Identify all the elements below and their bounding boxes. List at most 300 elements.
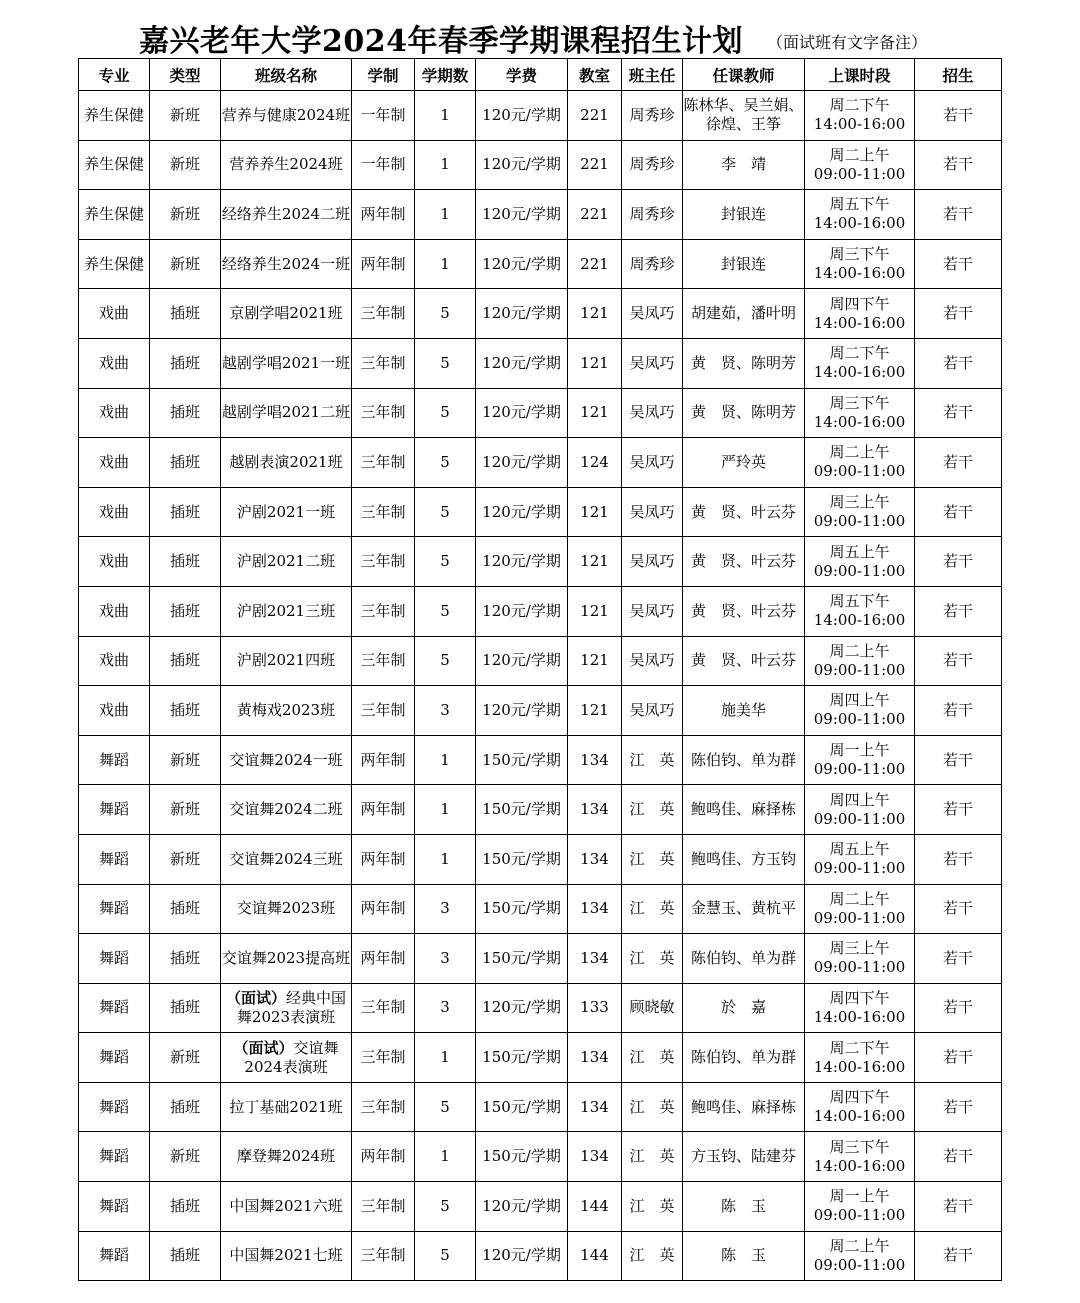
cell-type: 插班 [150, 537, 221, 587]
cell-room: 124 [568, 438, 622, 488]
cell-teachers: 陈伯钧、单为群 [683, 1033, 805, 1083]
col-header-type: 类型 [150, 59, 221, 91]
cell-major: 戏曲 [79, 338, 150, 388]
cell-class-name [221, 289, 352, 339]
cell-time [805, 934, 915, 984]
cell-terms: 1 [415, 239, 476, 289]
cell-major: 舞蹈 [79, 1231, 150, 1281]
table-row [79, 785, 1002, 835]
cell-time [805, 289, 915, 339]
time-day: 周三上午 [829, 939, 890, 958]
time-day: 周二上午 [829, 641, 890, 660]
cell-major: 养生保健 [79, 190, 150, 240]
table-row [79, 388, 1002, 438]
cell-type: 插班 [150, 289, 221, 339]
cell-time [805, 537, 915, 587]
table-row [79, 239, 1002, 289]
cell-terms: 5 [415, 1231, 476, 1281]
cell-enroll: 若干 [915, 636, 1002, 686]
time-range: 14:00-16:00 [813, 313, 906, 332]
cell-time [805, 586, 915, 636]
cell-terms: 5 [415, 636, 476, 686]
cell-teachers: 黄 贤、叶云芬 [683, 586, 805, 636]
cell-head-teacher: 江 英 [622, 834, 683, 884]
cell-type: 插班 [150, 686, 221, 736]
cell-terms: 5 [415, 537, 476, 587]
time-day: 周五上午 [829, 542, 890, 561]
cell-room: 144 [568, 1231, 622, 1281]
cell-major: 舞蹈 [79, 785, 150, 835]
cell-class-name [221, 1132, 352, 1182]
cell-room: 121 [568, 388, 622, 438]
cell-room: 221 [568, 91, 622, 141]
class-name-text: 沪剧2021四班 [236, 651, 336, 670]
cell-time [805, 487, 915, 537]
cell-head-teacher: 江 英 [622, 1082, 683, 1132]
cell-teachers: 陈 玉 [683, 1182, 805, 1232]
cell-terms: 3 [415, 934, 476, 984]
cell-time [805, 686, 915, 736]
cell-enroll: 若干 [915, 140, 1002, 190]
interview-tag: （面试） [225, 988, 286, 1007]
cell-enroll: 若干 [915, 388, 1002, 438]
cell-fee: 120元/学期 [476, 983, 568, 1033]
cell-fee: 150元/学期 [476, 934, 568, 984]
time-range: 09:00-11:00 [813, 512, 906, 531]
col-header-teachers: 任课教师 [683, 59, 805, 91]
cell-fee: 120元/学期 [476, 91, 568, 141]
cell-teachers: 鲍鸣佳、麻择栋 [683, 785, 805, 835]
interview-tag: （面试） [233, 1038, 294, 1057]
cell-system: 三年制 [352, 1082, 415, 1132]
table-row [79, 586, 1002, 636]
cell-system: 三年制 [352, 438, 415, 488]
time-range: 14:00-16:00 [813, 611, 906, 630]
class-name-text: 黄梅戏2023班 [236, 700, 336, 719]
cell-major: 养生保健 [79, 91, 150, 141]
cell-time [805, 91, 915, 141]
cell-fee: 120元/学期 [476, 190, 568, 240]
cell-class-name [221, 537, 352, 587]
time-range: 14:00-16:00 [813, 363, 906, 382]
cell-terms: 1 [415, 190, 476, 240]
cell-room: 144 [568, 1182, 622, 1232]
cell-room: 134 [568, 884, 622, 934]
cell-terms: 5 [415, 388, 476, 438]
table-body [79, 91, 1002, 1281]
cell-enroll: 若干 [915, 834, 1002, 884]
table-row [79, 686, 1002, 736]
cell-terms: 5 [415, 1082, 476, 1132]
cell-class-name [221, 91, 352, 141]
cell-head-teacher: 吴凤巧 [622, 586, 683, 636]
cell-type: 新班 [150, 834, 221, 884]
cell-teachers: 方玉钧、陆建芬 [683, 1132, 805, 1182]
class-name-text: 交谊舞2023提高班 [221, 948, 351, 967]
cell-terms: 5 [415, 438, 476, 488]
cell-fee: 150元/学期 [476, 884, 568, 934]
cell-system: 两年制 [352, 239, 415, 289]
cell-major: 养生保健 [79, 140, 150, 190]
cell-terms: 5 [415, 1182, 476, 1232]
cell-fee: 150元/学期 [476, 735, 568, 785]
cell-head-teacher: 周秀珍 [622, 140, 683, 190]
class-name-text: 经络养生2024一班 [221, 254, 351, 273]
cell-enroll: 若干 [915, 884, 1002, 934]
cell-class-name [221, 438, 352, 488]
cell-system: 一年制 [352, 91, 415, 141]
table-row [79, 1132, 1002, 1182]
cell-teachers: 封银连 [683, 190, 805, 240]
cell-system: 三年制 [352, 586, 415, 636]
table-row [79, 91, 1002, 141]
cell-time [805, 884, 915, 934]
cell-class-name [221, 140, 352, 190]
cell-head-teacher: 江 英 [622, 934, 683, 984]
cell-time [805, 1231, 915, 1281]
cell-terms: 1 [415, 91, 476, 141]
cell-enroll: 若干 [915, 438, 1002, 488]
cell-fee: 120元/学期 [476, 636, 568, 686]
time-day: 周二下午 [829, 1038, 890, 1057]
cell-class-name [221, 1082, 352, 1132]
cell-time [805, 1033, 915, 1083]
cell-terms: 3 [415, 884, 476, 934]
cell-room: 133 [568, 983, 622, 1033]
cell-class-name [221, 884, 352, 934]
table-row [79, 190, 1002, 240]
class-name-text: 越剧学唱2021二班 [221, 403, 351, 422]
header-row [79, 59, 1002, 91]
cell-type: 新班 [150, 785, 221, 835]
cell-enroll: 若干 [915, 1082, 1002, 1132]
cell-class-name [221, 934, 352, 984]
cell-head-teacher: 吴凤巧 [622, 686, 683, 736]
cell-time [805, 1132, 915, 1182]
cell-class-name [221, 388, 352, 438]
cell-head-teacher: 吴凤巧 [622, 487, 683, 537]
cell-head-teacher: 周秀珍 [622, 239, 683, 289]
cell-class-name [221, 586, 352, 636]
cell-head-teacher: 江 英 [622, 884, 683, 934]
table-row [79, 834, 1002, 884]
cell-enroll: 若干 [915, 338, 1002, 388]
cell-system: 三年制 [352, 338, 415, 388]
cell-fee: 150元/学期 [476, 1033, 568, 1083]
cell-class-name [221, 983, 352, 1033]
cell-terms: 1 [415, 1132, 476, 1182]
cell-fee: 150元/学期 [476, 1132, 568, 1182]
cell-teachers: 陈林华、吴兰娟、徐煌、王筝 [683, 91, 805, 141]
cell-major: 戏曲 [79, 487, 150, 537]
cell-head-teacher: 吴凤巧 [622, 438, 683, 488]
class-name-text: 越剧表演2021班 [229, 452, 343, 471]
cell-head-teacher: 吴凤巧 [622, 636, 683, 686]
cell-major: 戏曲 [79, 586, 150, 636]
time-range: 14:00-16:00 [813, 115, 906, 134]
cell-teachers: 鲍鸣佳、方玉钧 [683, 834, 805, 884]
cell-system: 三年制 [352, 537, 415, 587]
class-name-text: 摩登舞2024班 [236, 1147, 336, 1166]
class-name-text: 交谊舞2024表演班 [244, 1038, 339, 1076]
time-day: 周二上午 [829, 443, 890, 462]
cell-major: 养生保健 [79, 239, 150, 289]
time-range: 09:00-11:00 [813, 958, 906, 977]
cell-head-teacher: 江 英 [622, 1231, 683, 1281]
cell-fee: 120元/学期 [476, 289, 568, 339]
time-range: 14:00-16:00 [813, 1107, 906, 1126]
cell-type: 插班 [150, 1182, 221, 1232]
class-name-text: 营养养生2024班 [229, 155, 343, 174]
cell-teachers: 李 靖 [683, 140, 805, 190]
table-row [79, 537, 1002, 587]
cell-major: 舞蹈 [79, 1182, 150, 1232]
cell-type: 插班 [150, 586, 221, 636]
cell-major: 舞蹈 [79, 934, 150, 984]
table-row [79, 1033, 1002, 1083]
time-day: 周五上午 [829, 840, 890, 859]
time-day: 周一上午 [829, 1187, 890, 1206]
cell-enroll: 若干 [915, 487, 1002, 537]
cell-system: 三年制 [352, 686, 415, 736]
cell-head-teacher: 江 英 [622, 1132, 683, 1182]
cell-fee: 150元/学期 [476, 1082, 568, 1132]
col-header-head-teacher: 班主任 [622, 59, 683, 91]
cell-head-teacher: 江 英 [622, 1182, 683, 1232]
table-row [79, 884, 1002, 934]
cell-system: 两年制 [352, 884, 415, 934]
cell-type: 插班 [150, 388, 221, 438]
cell-room: 121 [568, 636, 622, 686]
time-day: 周三下午 [829, 1137, 890, 1156]
cell-teachers: 黄 贤、叶云芬 [683, 636, 805, 686]
cell-system: 两年制 [352, 834, 415, 884]
table-row [79, 438, 1002, 488]
cell-teachers: 黄 贤、陈明芳 [683, 338, 805, 388]
cell-room: 134 [568, 735, 622, 785]
cell-class-name [221, 487, 352, 537]
cell-time [805, 338, 915, 388]
cell-system: 三年制 [352, 289, 415, 339]
cell-fee: 120元/学期 [476, 1182, 568, 1232]
cell-time [805, 239, 915, 289]
time-range: 09:00-11:00 [813, 1255, 906, 1274]
col-header-system: 学制 [352, 59, 415, 91]
cell-major: 舞蹈 [79, 1082, 150, 1132]
col-header-time: 上课时段 [805, 59, 915, 91]
cell-type: 插班 [150, 884, 221, 934]
table-row [79, 140, 1002, 190]
cell-head-teacher: 周秀珍 [622, 91, 683, 141]
cell-terms: 1 [415, 834, 476, 884]
cell-teachers: 黄 贤、陈明芳 [683, 388, 805, 438]
col-header-class: 班级名称 [221, 59, 352, 91]
cell-type: 插班 [150, 487, 221, 537]
cell-teachers: 封银连 [683, 239, 805, 289]
time-range: 09:00-11:00 [813, 462, 906, 481]
cell-enroll: 若干 [915, 983, 1002, 1033]
cell-head-teacher: 周秀珍 [622, 190, 683, 240]
cell-major: 戏曲 [79, 388, 150, 438]
time-day: 周四下午 [829, 294, 890, 313]
time-range: 14:00-16:00 [813, 214, 906, 233]
cell-enroll: 若干 [915, 735, 1002, 785]
cell-class-name [221, 1231, 352, 1281]
class-name-text: 交谊舞2024二班 [229, 800, 343, 819]
cell-major: 舞蹈 [79, 735, 150, 785]
cell-system: 三年制 [352, 487, 415, 537]
table-row [79, 735, 1002, 785]
class-name-text: 中国舞2021七班 [229, 1246, 343, 1265]
cell-class-name [221, 735, 352, 785]
col-header-room: 教室 [568, 59, 622, 91]
time-range: 09:00-11:00 [813, 908, 906, 927]
cell-teachers: 鲍鸣佳、麻择栋 [683, 1082, 805, 1132]
cell-enroll: 若干 [915, 537, 1002, 587]
cell-type: 新班 [150, 190, 221, 240]
class-name-text: 经典中国舞2023表演班 [236, 988, 347, 1026]
cell-system: 两年制 [352, 735, 415, 785]
cell-head-teacher: 江 英 [622, 785, 683, 835]
cell-type: 新班 [150, 91, 221, 141]
col-header-terms: 学期数 [415, 59, 476, 91]
cell-time [805, 1082, 915, 1132]
class-name-text: 交谊舞2024三班 [229, 849, 343, 868]
table-row [79, 934, 1002, 984]
cell-type: 插班 [150, 1231, 221, 1281]
cell-class-name [221, 636, 352, 686]
cell-type: 新班 [150, 735, 221, 785]
cell-fee: 120元/学期 [476, 438, 568, 488]
cell-time [805, 438, 915, 488]
cell-teachers: 胡建茹，潘叶明 [683, 289, 805, 339]
cell-time [805, 636, 915, 686]
cell-system: 两年制 [352, 1132, 415, 1182]
time-day: 周二下午 [829, 96, 890, 115]
cell-teachers: 陈 玉 [683, 1231, 805, 1281]
cell-terms: 1 [415, 140, 476, 190]
cell-teachers: 金慧玉、黄杭平 [683, 884, 805, 934]
cell-system: 一年制 [352, 140, 415, 190]
time-day: 周四下午 [829, 988, 890, 1007]
time-day: 周二上午 [829, 889, 890, 908]
cell-teachers: 严玲英 [683, 438, 805, 488]
table-row [79, 636, 1002, 686]
cell-time [805, 834, 915, 884]
cell-system: 三年制 [352, 1182, 415, 1232]
cell-major: 戏曲 [79, 289, 150, 339]
cell-terms: 1 [415, 1033, 476, 1083]
time-day: 周四下午 [829, 1088, 890, 1107]
cell-system: 两年制 [352, 190, 415, 240]
cell-system: 三年制 [352, 1033, 415, 1083]
cell-class-name [221, 1182, 352, 1232]
cell-head-teacher: 顾晓敏 [622, 983, 683, 1033]
cell-major: 戏曲 [79, 636, 150, 686]
time-day: 周二上午 [829, 1236, 890, 1255]
cell-fee: 150元/学期 [476, 785, 568, 835]
cell-room: 221 [568, 239, 622, 289]
cell-terms: 5 [415, 487, 476, 537]
cell-fee: 120元/学期 [476, 487, 568, 537]
class-name-text: 经络养生2024二班 [221, 204, 351, 223]
cell-class-name [221, 1033, 352, 1083]
cell-major: 舞蹈 [79, 983, 150, 1033]
table-row [79, 338, 1002, 388]
cell-class-name [221, 239, 352, 289]
cell-class-name [221, 190, 352, 240]
cell-terms: 3 [415, 686, 476, 736]
cell-system: 三年制 [352, 636, 415, 686]
cell-room: 134 [568, 785, 622, 835]
cell-terms: 5 [415, 338, 476, 388]
cell-enroll: 若干 [915, 934, 1002, 984]
time-range: 14:00-16:00 [813, 1007, 906, 1026]
enrollment-table [78, 58, 1002, 1281]
cell-head-teacher: 江 英 [622, 735, 683, 785]
cell-terms: 5 [415, 289, 476, 339]
time-range: 09:00-11:00 [813, 561, 906, 580]
cell-room: 121 [568, 289, 622, 339]
cell-room: 221 [568, 190, 622, 240]
cell-major: 戏曲 [79, 686, 150, 736]
cell-type: 插班 [150, 636, 221, 686]
time-day: 周一上午 [829, 741, 890, 760]
time-range: 14:00-16:00 [813, 412, 906, 431]
cell-terms: 1 [415, 785, 476, 835]
cell-major: 舞蹈 [79, 1132, 150, 1182]
class-name-text: 营养与健康2024班 [221, 105, 351, 124]
cell-enroll: 若干 [915, 190, 1002, 240]
cell-fee: 120元/学期 [476, 388, 568, 438]
cell-fee: 120元/学期 [476, 537, 568, 587]
cell-fee: 120元/学期 [476, 686, 568, 736]
cell-room: 121 [568, 586, 622, 636]
cell-room: 134 [568, 934, 622, 984]
cell-fee: 120元/学期 [476, 239, 568, 289]
cell-fee: 120元/学期 [476, 338, 568, 388]
table-row [79, 1182, 1002, 1232]
class-name-text: 沪剧2021三班 [236, 601, 336, 620]
cell-terms: 5 [415, 586, 476, 636]
cell-major: 舞蹈 [79, 834, 150, 884]
cell-fee: 120元/学期 [476, 1231, 568, 1281]
cell-major: 舞蹈 [79, 884, 150, 934]
class-name-text: 交谊舞2024一班 [229, 750, 343, 769]
cell-room: 134 [568, 1033, 622, 1083]
cell-head-teacher: 吴凤巧 [622, 388, 683, 438]
cell-room: 121 [568, 537, 622, 587]
time-day: 周五下午 [829, 592, 890, 611]
time-range: 14:00-16:00 [813, 264, 906, 283]
cell-head-teacher: 吴凤巧 [622, 338, 683, 388]
class-name-text: 交谊舞2023班 [236, 899, 336, 918]
cell-type: 新班 [150, 140, 221, 190]
class-name-text: 京剧学唱2021班 [229, 304, 343, 323]
cell-class-name [221, 686, 352, 736]
time-range: 09:00-11:00 [813, 859, 906, 878]
cell-major: 舞蹈 [79, 1033, 150, 1083]
cell-teachers: 黄 贤、叶云芬 [683, 537, 805, 587]
cell-teachers: 於 嘉 [683, 983, 805, 1033]
time-day: 周五下午 [829, 195, 890, 214]
class-name-text: 沪剧2021一班 [236, 502, 336, 521]
cell-type: 插班 [150, 1082, 221, 1132]
cell-system: 三年制 [352, 388, 415, 438]
cell-room: 121 [568, 487, 622, 537]
cell-enroll: 若干 [915, 686, 1002, 736]
time-range: 09:00-11:00 [813, 660, 906, 679]
